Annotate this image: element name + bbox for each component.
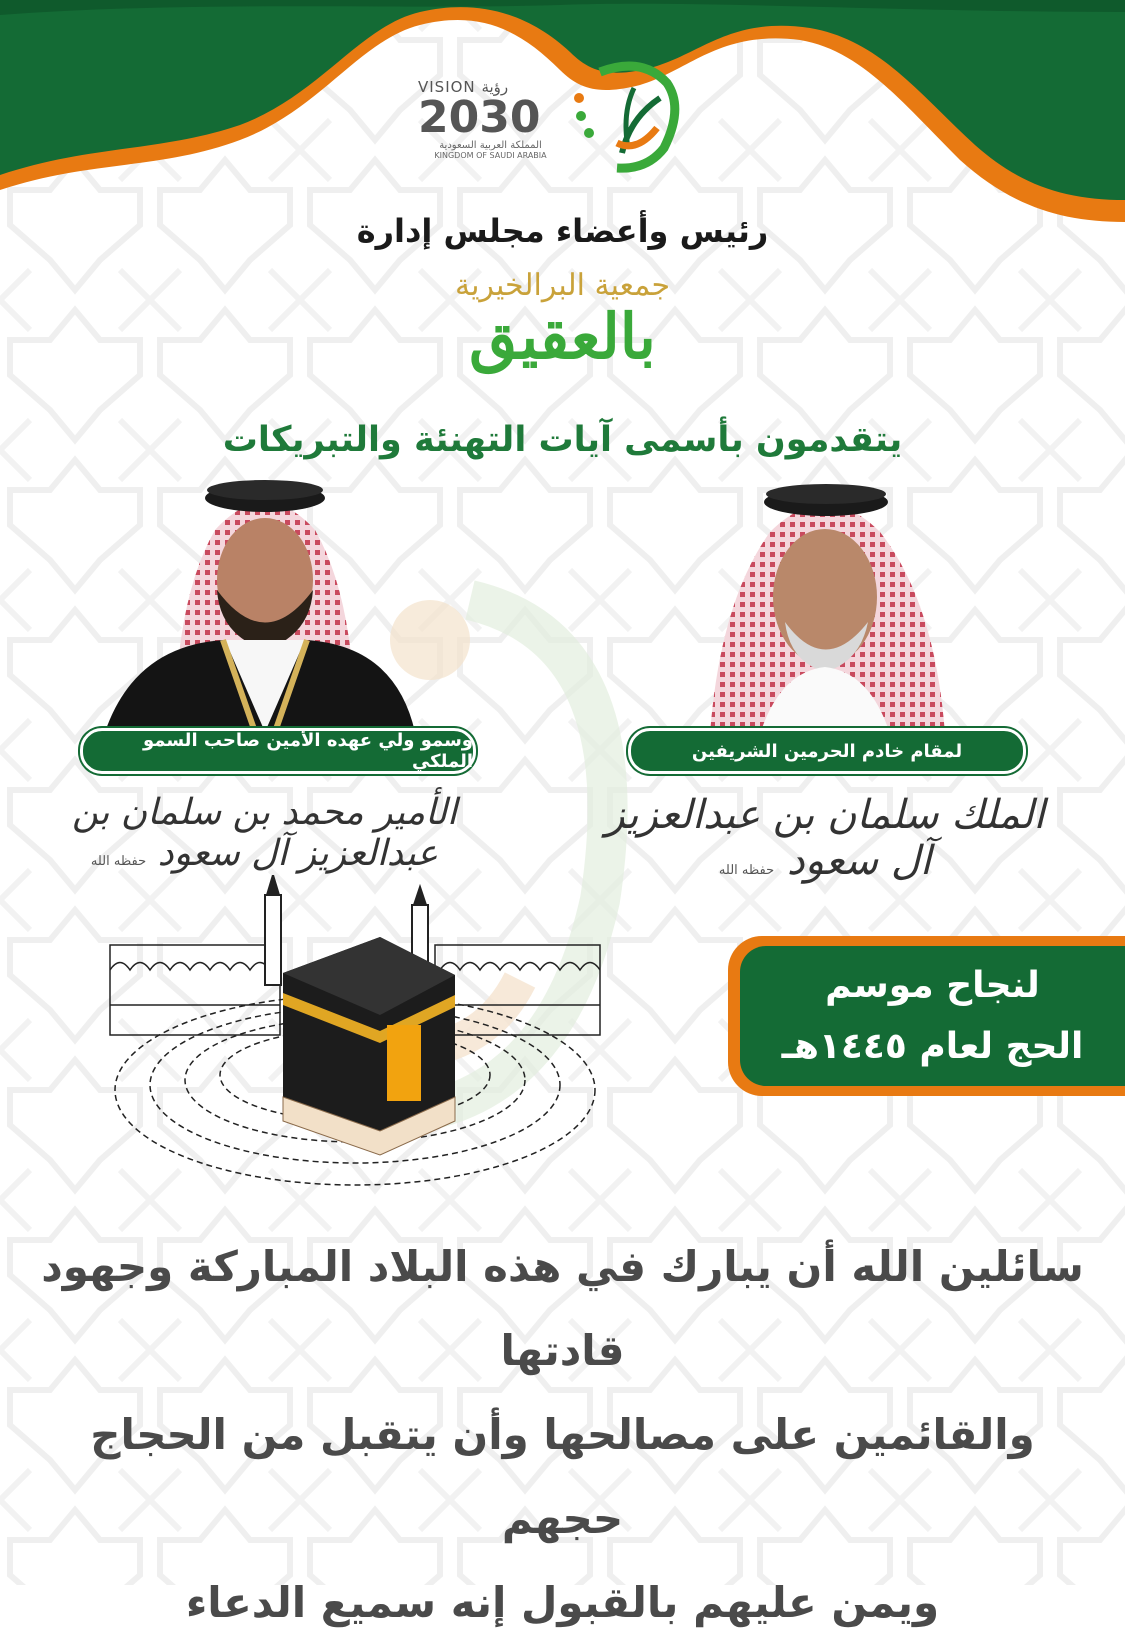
hajj-line2: الحج لعام ١٤٤٥هـ (781, 1026, 1084, 1067)
crown-prince-portrait (105, 470, 415, 732)
crown-prince-title-badge: وسمو ولي عهده الأمين صاحب السمو الملكي (80, 728, 476, 774)
kaaba-illustration (105, 875, 605, 1195)
crown-prince-honorific: حفظه الله (90, 854, 147, 869)
hajj-line1: لنجاح موسم (825, 964, 1040, 1006)
vision-year: 2030 (418, 92, 541, 143)
prayer-line3: ويمن عليهم بالقبول إنه سميع الدعاء (185, 1578, 940, 1627)
prayer-line1: سائلين الله أن يبارك في هذه البلاد المباركة وجهود قادتها (41, 1242, 1084, 1375)
king-honorific: حفظه الله (718, 863, 775, 878)
king-name: الملك سلمان بن عبدالعزيز آل سعود (605, 792, 1045, 884)
vision-country-en: KINGDOM OF SAUDI ARABIA (434, 151, 547, 160)
board-title: رئيس وأعضاء مجلس إدارة (356, 212, 769, 250)
greeting-subtitle: يتقدمون بأسمى آيات التهنئة والتبريكات (222, 420, 903, 460)
org-name-line2: بالعقيق (469, 300, 656, 373)
vision-country-ar: المملكة العربية السعودية (439, 140, 542, 151)
vision-label-en: VISION (418, 78, 476, 96)
crown-prince-name-calligraphy (42, 792, 487, 874)
king-portrait (680, 472, 970, 734)
prayer-line2: والقائمين على مصالحها وأن يتقبل من الحجاج حجهم (90, 1410, 1035, 1543)
hajj-season-banner (728, 936, 1125, 1096)
king-name-calligraphy (590, 792, 1060, 884)
org-name-line1: جمعية البرالخيرية (455, 268, 670, 303)
vision-label-ar: رؤية (481, 78, 509, 96)
charity-emblem-icon (572, 58, 684, 176)
king-title-badge: لمقام خادم الحرمين الشريفين (628, 728, 1026, 774)
prayer-text (40, 1225, 1085, 1645)
crown-prince-name: الأمير محمد بن سلمان بن عبدالعزيز آل سعود (71, 792, 458, 874)
vision-2030-logo (418, 78, 563, 173)
